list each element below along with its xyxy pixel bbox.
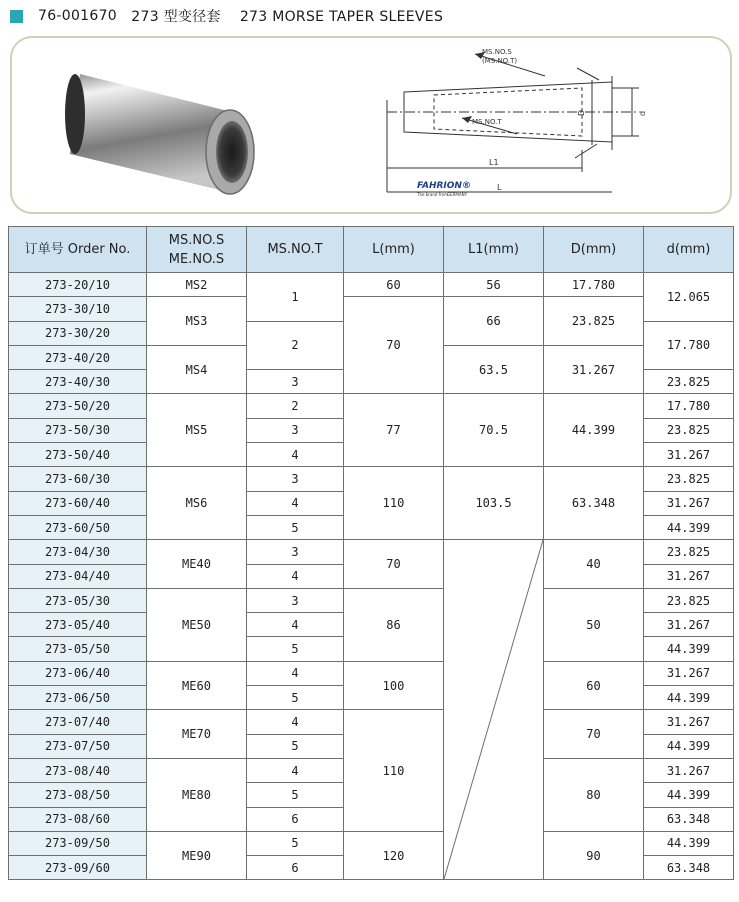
diameter-small-d: 23.825 — [644, 588, 734, 612]
order-no: 273-04/40 — [9, 564, 147, 588]
order-no: 273-09/60 — [9, 856, 147, 880]
ms-nos: ME60 — [147, 661, 247, 710]
ms-not: 6 — [247, 807, 344, 831]
length-l: 70 — [344, 297, 444, 394]
ms-not: 6 — [247, 856, 344, 880]
ms-not: 5 — [247, 637, 344, 661]
ms-not: 3 — [247, 540, 344, 564]
order-no: 273-60/50 — [9, 515, 147, 539]
table-row — [9, 273, 734, 297]
table-row — [9, 661, 734, 685]
diameter-big-d: 40 — [544, 540, 644, 589]
order-no: 273-05/50 — [9, 637, 147, 661]
drawing-label-ms-not: MS.NO.T — [472, 118, 502, 126]
ms-nos: ME70 — [147, 710, 247, 759]
length-l1: 66 — [444, 297, 544, 346]
product-title-text: 273 型变径套 273 MORSE TAPER SLEEVES — [131, 9, 444, 25]
ms-not: 4 — [247, 758, 344, 782]
ms-not: 3 — [247, 418, 344, 442]
table-row — [9, 394, 734, 418]
ms-nos: ME80 — [147, 758, 247, 831]
diameter-small-d: 17.780 — [644, 321, 734, 370]
ms-not: 3 — [247, 588, 344, 612]
product-illustration-panel — [10, 36, 732, 214]
ms-not: 5 — [247, 515, 344, 539]
order-no: 273-05/30 — [9, 588, 147, 612]
ms-not: 5 — [247, 686, 344, 710]
diameter-big-d: 60 — [544, 661, 644, 710]
length-l: 100 — [344, 661, 444, 710]
sleeve-spec-table — [8, 226, 734, 880]
header-marker-square — [10, 10, 23, 23]
page-header — [10, 6, 443, 26]
diameter-big-d: 31.267 — [544, 345, 644, 394]
diameter-small-d: 23.825 — [644, 540, 734, 564]
ms-not: 4 — [247, 613, 344, 637]
diameter-small-d: 44.399 — [644, 686, 734, 710]
col-ms-not: MS.NO.T — [247, 227, 344, 273]
order-no: 273-07/50 — [9, 734, 147, 758]
diagonal-line — [444, 540, 543, 879]
ms-not: 4 — [247, 443, 344, 467]
order-no: 273-06/40 — [9, 661, 147, 685]
ms-nos: MS4 — [147, 345, 247, 394]
diameter-small-d: 44.399 — [644, 783, 734, 807]
technical-drawing — [377, 40, 677, 214]
ms-not: 5 — [247, 734, 344, 758]
ms-not: 4 — [247, 491, 344, 515]
order-no: 273-08/60 — [9, 807, 147, 831]
ms-nos: MS2 — [147, 273, 247, 297]
length-l: 77 — [344, 394, 444, 467]
order-no: 273-50/30 — [9, 418, 147, 442]
ms-not: 3 — [247, 467, 344, 491]
ms-not: 2 — [247, 394, 344, 418]
ms-not: 5 — [247, 831, 344, 855]
ms-nos: MS6 — [147, 467, 247, 540]
diameter-big-d: 80 — [544, 758, 644, 831]
ms-nos: MS5 — [147, 394, 247, 467]
diameter-small-d: 44.399 — [644, 637, 734, 661]
l1-not-applicable-diagonal — [444, 540, 544, 880]
diameter-small-d: 23.825 — [644, 370, 734, 394]
ms-not: 3 — [247, 370, 344, 394]
sleeve-photo — [52, 54, 272, 199]
order-no: 273-04/30 — [9, 540, 147, 564]
diameter-small-d: 44.399 — [644, 831, 734, 855]
diameter-big-d: 44.399 — [544, 394, 644, 467]
diameter-small-d: 31.267 — [644, 564, 734, 588]
table-header-row — [9, 227, 734, 273]
length-l: 110 — [344, 710, 444, 831]
diameter-big-d: 63.348 — [544, 467, 644, 540]
diameter-big-d: 50 — [544, 588, 644, 661]
diameter-small-d: 31.267 — [644, 758, 734, 782]
product-code: 76-001670 — [38, 8, 118, 24]
ms-not: 4 — [247, 710, 344, 734]
diameter-small-d: 31.267 — [644, 710, 734, 734]
diameter-small-d: 44.399 — [644, 734, 734, 758]
drawing-label-d: d — [638, 110, 647, 116]
diameter-big-d: 23.825 — [544, 297, 644, 346]
drawing-label-D: D — [577, 109, 586, 116]
length-l1: 103.5 — [444, 467, 544, 540]
length-l: 60 — [344, 273, 444, 297]
col-l1: L1(mm) — [444, 227, 544, 273]
ms-nos: ME50 — [147, 588, 247, 661]
col-l: L(mm) — [344, 227, 444, 273]
col-order-no: 订单号 Order No. — [9, 227, 147, 273]
diameter-big-d: 90 — [544, 831, 644, 880]
table-row — [9, 710, 734, 734]
order-no: 273-60/40 — [9, 491, 147, 515]
product-title — [117, 8, 131, 24]
table-row — [9, 297, 734, 321]
col-big-d: D(mm) — [544, 227, 644, 273]
length-l1: 56 — [444, 273, 544, 297]
ms-nos: MS3 — [147, 297, 247, 346]
length-l1: 63.5 — [444, 345, 544, 394]
col-small-d: d(mm) — [644, 227, 734, 273]
ms-not: 5 — [247, 783, 344, 807]
diameter-small-d: 31.267 — [644, 613, 734, 637]
diameter-small-d: 23.825 — [644, 418, 734, 442]
ms-not: 1 — [247, 273, 344, 322]
diameter-small-d: 31.267 — [644, 491, 734, 515]
diameter-small-d: 23.825 — [644, 467, 734, 491]
brand-sub-1: The brand from — [417, 192, 448, 197]
diameter-small-d: 31.267 — [644, 443, 734, 467]
order-no: 273-09/50 — [9, 831, 147, 855]
table-row — [9, 588, 734, 612]
order-no: 273-08/40 — [9, 758, 147, 782]
diameter-small-d: 17.780 — [644, 394, 734, 418]
length-l1: 70.5 — [444, 394, 544, 467]
order-no: 273-30/10 — [9, 297, 147, 321]
drawing-label-ms-not-sub: (MS.NO.T) — [482, 57, 518, 65]
order-no: 273-50/20 — [9, 394, 147, 418]
ms-not: 2 — [247, 321, 344, 370]
order-no: 273-50/40 — [9, 443, 147, 467]
length-l: 86 — [344, 588, 444, 661]
order-no: 273-07/40 — [9, 710, 147, 734]
diameter-big-d: 70 — [544, 710, 644, 759]
brand-sub-2: GERMANY — [447, 192, 468, 197]
diameter-small-d: 12.065 — [644, 273, 734, 322]
ms-not: 4 — [247, 661, 344, 685]
drawing-label-l: L — [497, 183, 502, 192]
diameter-small-d: 31.267 — [644, 661, 734, 685]
ms-nos: ME90 — [147, 831, 247, 880]
order-no: 273-40/30 — [9, 370, 147, 394]
length-l: 110 — [344, 467, 444, 540]
order-no: 273-05/40 — [9, 613, 147, 637]
order-no: 273-30/20 — [9, 321, 147, 345]
order-no: 273-20/10 — [9, 273, 147, 297]
drawing-label-l1: L1 — [489, 158, 499, 167]
length-l: 120 — [344, 831, 444, 880]
table-row — [9, 467, 734, 491]
table-row — [9, 540, 734, 564]
diameter-small-d: 63.348 — [644, 856, 734, 880]
diameter-small-d: 44.399 — [644, 515, 734, 539]
ms-nos: ME40 — [147, 540, 247, 589]
diameter-small-d: 63.348 — [644, 807, 734, 831]
ms-not: 4 — [247, 564, 344, 588]
col-ms-nos: MS.NO.S ME.NO.S — [147, 227, 247, 273]
order-no: 273-08/50 — [9, 783, 147, 807]
table-row — [9, 831, 734, 855]
order-no: 273-60/30 — [9, 467, 147, 491]
order-no: 273-40/20 — [9, 345, 147, 369]
order-no: 273-06/50 — [9, 686, 147, 710]
length-l: 70 — [344, 540, 444, 589]
brand-logo: FAHRION® — [417, 181, 471, 191]
drawing-label-ms-nos: MS.NO.S — [482, 48, 512, 56]
diameter-big-d: 17.780 — [544, 273, 644, 297]
